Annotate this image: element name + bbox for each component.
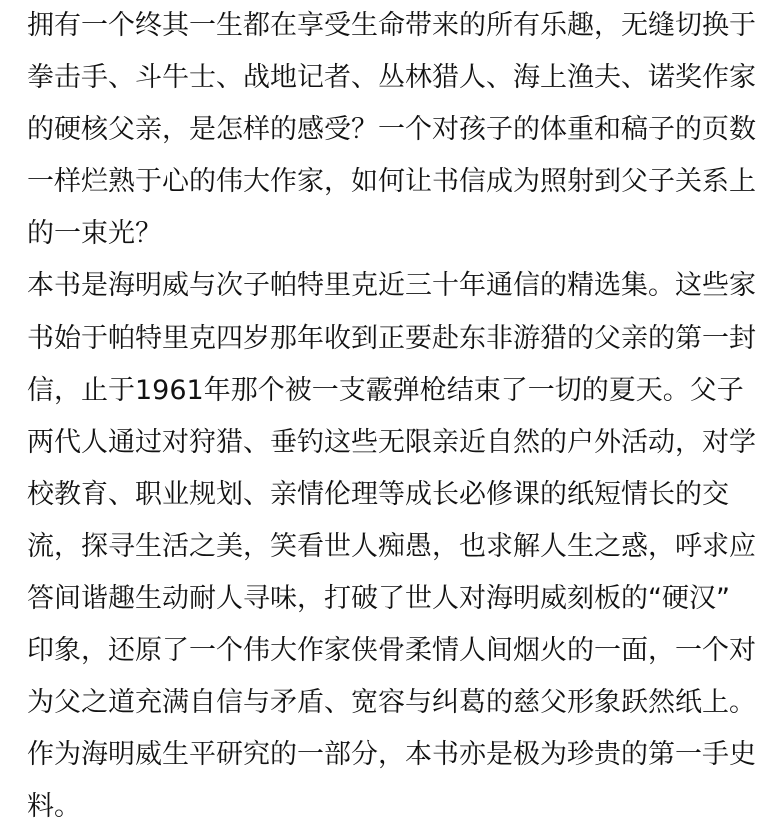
- text-line: 为父之道充满自信与矛盾、宽容与纠葛的慈父形象跃然纸上。: [27, 687, 756, 719]
- text-line: 两代人通过对狩猎、垂钓这些无限亲近自然的户外活动，对学: [27, 426, 756, 458]
- text-line: 一样烂熟于心的伟大作家，如何让书信成为照射到父子关系上: [27, 166, 756, 198]
- text-line: 答间谐趣生动耐人寻味，打破了世人对海明威刻板的“硬汉”: [27, 583, 730, 615]
- text-line: 流，探寻生活之美，笑看世人痴愚，也求解人生之惑，呼求应: [27, 530, 756, 562]
- text-line: 印象，还原了一个伟大作家侠骨柔情人间烟火的一面，一个对: [27, 635, 756, 667]
- paragraph-description: [27, 260, 762, 833]
- text-line: 作为海明威生平研究的一部分，本书亦是极为珍贵的第一手史: [27, 739, 756, 771]
- document-body: [27, 0, 762, 834]
- text-line: 本书是海明威与次子帕特里克近三十年通信的精选集。这些家: [27, 270, 756, 302]
- text-line: 拳击手、斗牛士、战地记者、丛林猎人、海上渔夫、诺奖作家: [27, 62, 756, 94]
- text-line: 的一束光？: [27, 218, 162, 250]
- text-line: 信，止于1961年那个被一支霰弹枪结束了一切的夏天。父子: [27, 374, 744, 406]
- text-line: 拥有一个终其一生都在享受生命带来的所有乐趣，无缝切换于: [27, 10, 756, 41]
- paragraph-intro: [27, 0, 762, 260]
- text-line: 校教育、职业规划、亲情伦理等成长必修课的纸短情长的交: [27, 478, 729, 510]
- text-line: 书始于帕特里克四岁那年收到正要赴东非游猎的父亲的第一封: [27, 322, 756, 354]
- text-line: 的硬核父亲，是怎样的感受？一个对孩子的体重和稿子的页数: [27, 114, 756, 146]
- text-line: 料。: [27, 791, 81, 823]
